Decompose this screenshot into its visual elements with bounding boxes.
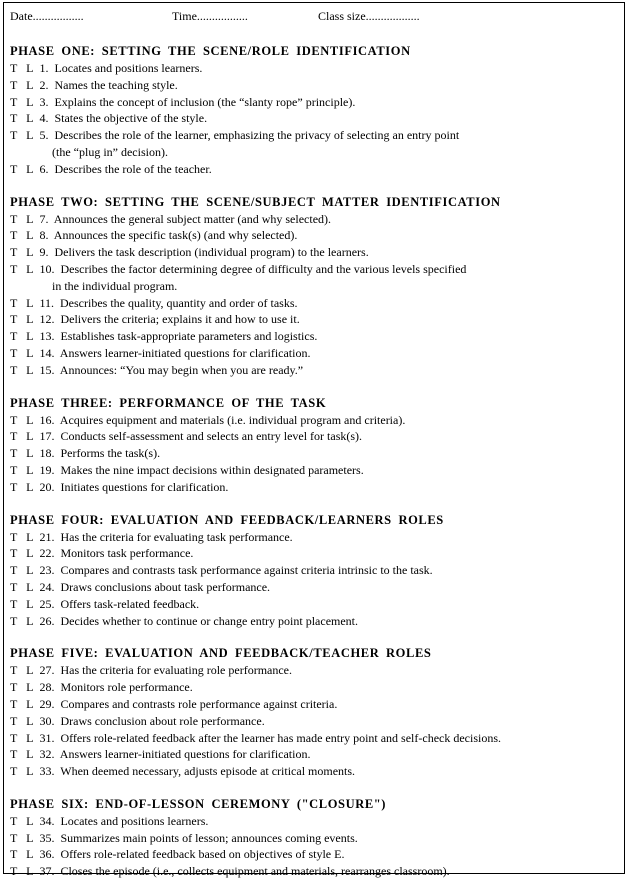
item-number: 20. <box>39 479 55 494</box>
checklist-item <box>10 161 616 178</box>
item-number: 12. <box>39 312 55 327</box>
item-number: 32. <box>39 747 55 762</box>
checklist-item <box>10 763 616 780</box>
checklist-item <box>10 679 616 696</box>
item-text: Announces the general subject matter (and why selected). <box>53 211 332 226</box>
teacher-learner-marker[interactable]: T L <box>10 462 37 477</box>
checklist-item <box>10 445 616 462</box>
teacher-learner-marker[interactable]: T L <box>10 446 37 461</box>
teacher-learner-marker[interactable]: T L <box>10 128 37 143</box>
teacher-learner-marker[interactable]: T L <box>10 813 37 828</box>
checklist-item <box>10 328 616 345</box>
checklist-item <box>10 479 616 496</box>
teacher-learner-marker[interactable]: T L <box>10 161 37 176</box>
phase-title: PHASE FIVE: EVALUATION AND FEEDBACK/TEACHER ROLES <box>10 646 432 661</box>
phase-section <box>10 43 616 178</box>
teacher-learner-marker[interactable]: T L <box>10 228 37 243</box>
item-text: Describes the role of the learner, emphasizing the privacy of selecting an entry point <box>54 128 460 143</box>
teacher-learner-marker[interactable]: T L <box>10 830 37 845</box>
teacher-learner-marker[interactable]: T L <box>10 663 37 678</box>
item-text: Decides whether to continue or change entry point placement. <box>60 613 359 628</box>
checklist-item <box>10 529 616 546</box>
item-number: 6. <box>39 161 49 176</box>
item-text: Performs the task(s). <box>60 446 161 461</box>
item-text: Has the criteria for evaluating role performance. <box>60 663 293 678</box>
item-number: 25. <box>39 596 55 611</box>
item-text: Summarizes main points of lesson; announces coming events. <box>60 830 358 845</box>
teacher-learner-marker[interactable]: T L <box>10 479 37 494</box>
checklist-item <box>10 863 616 880</box>
phase-title: PHASE FOUR: EVALUATION AND FEEDBACK/LEARNERS ROLES <box>10 512 444 527</box>
checklist-item <box>10 227 616 244</box>
item-number: 14. <box>39 345 55 360</box>
checklist-item <box>10 60 616 77</box>
phase-section <box>10 395 616 496</box>
checklist-item <box>10 813 616 830</box>
teacher-learner-marker[interactable]: T L <box>10 429 37 444</box>
time-field[interactable]: Time................. <box>172 9 248 23</box>
checklist-item <box>10 244 616 261</box>
item-number: 37. <box>39 864 55 879</box>
teacher-learner-marker[interactable]: T L <box>10 111 37 126</box>
item-number: 11. <box>39 295 55 310</box>
teacher-learner-marker[interactable]: T L <box>10 529 37 544</box>
item-text: Offers role-related feedback based on objectives of style E. <box>60 847 345 862</box>
item-number: 23. <box>39 563 55 578</box>
checklist-item <box>10 94 616 111</box>
teacher-learner-marker[interactable]: T L <box>10 345 37 360</box>
teacher-learner-marker[interactable]: T L <box>10 713 37 728</box>
item-text: Locates and positions learners. <box>54 61 203 75</box>
item-text: Announces: “You may begin when you are ready.” <box>59 362 304 377</box>
teacher-learner-marker[interactable]: T L <box>10 730 37 745</box>
item-text: Draws conclusions about task performance. <box>60 579 271 594</box>
checklist-item <box>10 713 616 730</box>
item-text: Describes the quality, quantity and order of tasks. <box>60 295 298 310</box>
item-text: Compares and contrasts role performance against criteria. <box>60 696 338 711</box>
item-text: Monitors role performance. <box>60 680 193 695</box>
phase-title: PHASE SIX: END-OF-LESSON CEREMONY ("CLOSURE") <box>10 796 387 811</box>
checklist-item <box>10 295 616 312</box>
item-text: Describes the role of the teacher. <box>54 161 212 176</box>
item-text: Delivers the criteria; explains it and how to use it. <box>60 312 300 327</box>
item-text-continuation: (the “plug in” decision). <box>52 144 168 159</box>
item-text: Draws conclusion about role performance. <box>60 713 265 728</box>
checklist-item <box>10 696 616 713</box>
teacher-learner-marker[interactable]: T L <box>10 696 37 711</box>
checklist-item <box>10 662 616 679</box>
checklist-item <box>10 579 616 596</box>
item-number: 27. <box>39 663 55 678</box>
item-text: Describes the factor determining degree of difficulty and the various levels specified <box>60 261 467 276</box>
teacher-learner-marker[interactable]: T L <box>10 764 37 779</box>
checklist-item <box>10 746 616 763</box>
teacher-learner-marker[interactable]: T L <box>10 613 37 628</box>
phase-section <box>10 645 616 780</box>
item-text: Establishes task-appropriate parameters and logistics. <box>60 329 318 344</box>
item-text: Acquires equipment and materials (i.e. individual program and criteria). <box>59 412 406 427</box>
item-number: 35. <box>39 830 55 845</box>
item-number: 4. <box>39 111 49 126</box>
teacher-learner-marker[interactable]: T L <box>10 864 37 879</box>
teacher-learner-marker[interactable]: T L <box>10 412 37 427</box>
teacher-learner-marker[interactable]: T L <box>10 563 37 578</box>
item-number: 30. <box>39 713 55 728</box>
checklist-item <box>10 261 616 295</box>
item-number: 1. <box>39 61 49 75</box>
teacher-learner-marker[interactable]: T L <box>10 211 37 226</box>
checklist-item <box>10 110 616 127</box>
item-number: 22. <box>39 546 55 561</box>
checklist-item <box>10 545 616 562</box>
item-number: 16. <box>39 412 55 427</box>
teacher-learner-marker[interactable]: T L <box>10 261 37 276</box>
teacher-learner-marker[interactable]: T L <box>10 61 37 75</box>
item-number: 10. <box>39 261 55 276</box>
item-text: States the objective of the style. <box>54 111 208 126</box>
item-text: Explains the concept of inclusion (the “slanty rope” principle). <box>54 94 356 109</box>
checklist-item <box>10 613 616 630</box>
checklist-item <box>10 562 616 579</box>
teacher-learner-marker[interactable]: T L <box>10 847 37 862</box>
item-number: 2. <box>39 77 49 92</box>
item-text: Announces the specific task(s) (and why selected). <box>53 228 298 243</box>
checklist-item <box>10 311 616 328</box>
item-text-continuation: in the individual program. <box>52 278 178 293</box>
phase-title: PHASE ONE: SETTING THE SCENE/ROLE IDENTIFICATION <box>10 44 411 58</box>
teacher-learner-marker[interactable]: T L <box>10 77 37 92</box>
teacher-learner-marker[interactable]: T L <box>10 747 37 762</box>
phase-section <box>10 512 616 630</box>
phase-section <box>10 194 616 379</box>
item-number: 19. <box>39 462 55 477</box>
checklist-item <box>10 345 616 362</box>
item-number: 26. <box>39 613 55 628</box>
item-number: 13. <box>39 329 55 344</box>
checklist-item <box>10 127 616 161</box>
item-number: 21. <box>39 529 55 544</box>
teacher-learner-marker[interactable]: T L <box>10 295 37 310</box>
item-text: Has the criteria for evaluating task performance. <box>60 529 293 544</box>
item-text: Closes the episode (i.e., collects equipment and materials, rearranges classroom). <box>60 864 450 879</box>
date-field[interactable]: Date................. <box>10 9 84 23</box>
item-number: 28. <box>39 680 55 695</box>
checklist-item <box>10 412 616 429</box>
checklist-item <box>10 428 616 445</box>
item-number: 18. <box>39 446 55 461</box>
item-text: Offers role-related feedback after the learner has made entry point and self-check decisions. <box>60 730 502 745</box>
phase-section <box>10 796 616 880</box>
teacher-learner-marker[interactable]: T L <box>10 579 37 594</box>
checklist-item <box>10 211 616 228</box>
item-text: When deemed necessary, adjusts episode at critical moments. <box>60 764 356 779</box>
checklist-frame <box>3 2 625 879</box>
phase-list <box>10 43 616 896</box>
item-number: 17. <box>39 429 55 444</box>
item-text: Monitors task performance. <box>60 546 194 561</box>
teacher-learner-marker[interactable]: T L <box>10 596 37 611</box>
item-text: Names the teaching style. <box>54 77 178 92</box>
item-number: 29. <box>39 696 55 711</box>
phase-title: PHASE TWO: SETTING THE SCENE/SUBJECT MATTER IDENTIFICATION <box>10 194 501 209</box>
checklist-item <box>10 730 616 747</box>
item-number: 34. <box>39 813 55 828</box>
checklist-item <box>10 596 616 613</box>
teacher-learner-marker[interactable]: T L <box>10 362 37 377</box>
item-text: Initiates questions for clarification. <box>60 479 229 494</box>
checklist-item <box>10 362 616 379</box>
item-number: 31. <box>39 730 55 745</box>
item-number: 5. <box>39 128 49 143</box>
item-text: Makes the nine impact decisions within designated parameters. <box>60 462 364 477</box>
teacher-learner-marker[interactable]: T L <box>10 546 37 561</box>
item-text: Answers learner-initiated questions for clarification. <box>59 747 311 762</box>
teacher-learner-marker[interactable]: T L <box>10 245 37 260</box>
item-text: Delivers the task description (individual program) to the learners. <box>54 245 369 260</box>
item-number: 7. <box>39 211 49 226</box>
item-text: Locates and positions learners. <box>60 813 209 828</box>
checklist-item <box>10 846 616 863</box>
checklist-item <box>10 830 616 847</box>
checklist-item <box>10 77 616 94</box>
item-text: Answers learner-initiated questions for clarification. <box>59 345 311 360</box>
teacher-learner-marker[interactable]: T L <box>10 94 37 109</box>
item-number: 24. <box>39 579 55 594</box>
teacher-learner-marker[interactable]: T L <box>10 329 37 344</box>
item-text: Compares and contrasts task performance against criteria intrinsic to the task. <box>60 563 433 578</box>
item-number: 33. <box>39 764 55 779</box>
item-number: 15. <box>39 362 55 377</box>
teacher-learner-marker[interactable]: T L <box>10 312 37 327</box>
item-number: 3. <box>39 94 49 109</box>
class-size-field[interactable]: Class size.................. <box>318 9 420 23</box>
checklist-item <box>10 462 616 479</box>
item-text: Offers task-related feedback. <box>60 596 200 611</box>
item-text: Conducts self-assessment and selects an entry level for task(s). <box>60 429 363 444</box>
item-number: 9. <box>39 245 49 260</box>
phase-title: PHASE THREE: PERFORMANCE OF THE TASK <box>10 395 327 410</box>
item-number: 36. <box>39 847 55 862</box>
item-number: 8. <box>39 228 49 243</box>
teacher-learner-marker[interactable]: T L <box>10 680 37 695</box>
